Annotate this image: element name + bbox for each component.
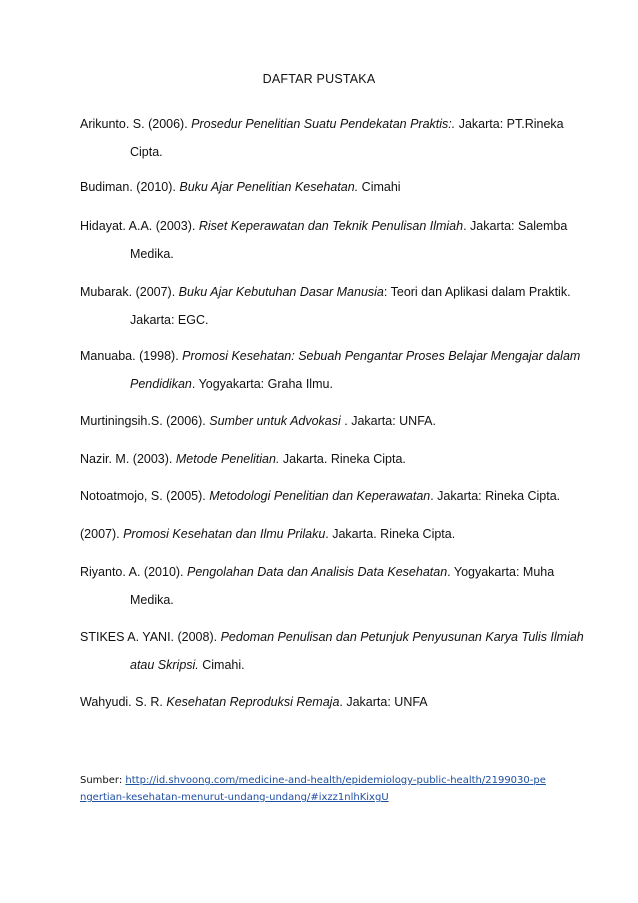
ref-title: Sumber untuk Advokasi <box>209 414 341 428</box>
ref-title: Buku Ajar Kebutuhan Dasar Manusia <box>178 285 384 299</box>
ref-title: Pengolahan Data dan Analisis Data Kesehatan <box>187 565 448 579</box>
ref-author: Budiman. (2010). <box>80 180 180 194</box>
ref-author: Nazir. M. (2003). <box>80 452 176 466</box>
ref-author: Arikunto. S. (2006). <box>80 117 192 131</box>
ref-title: Promosi Kesehatan dan Ilmu Prilaku <box>123 527 326 541</box>
reference-continuation <box>130 146 163 159</box>
reference-continuation <box>130 314 209 327</box>
ref-title: Metodologi Penelitian dan Keperawatan <box>209 489 431 503</box>
reference-entry-manuaba <box>80 350 580 363</box>
page-title: DAFTAR PUSTAKA <box>262 72 376 86</box>
ref-publisher-cont: Jakarta: EGC. <box>130 313 209 327</box>
ref-publisher: Cimahi <box>358 180 401 194</box>
ref-publisher: . Jakarta: UNFA <box>339 695 428 709</box>
source-note <box>80 772 550 806</box>
ref-title: Promosi Kesehatan: Sebuah Pengantar Proses Belajar Mengajar dalam <box>182 349 581 363</box>
reference-entry-riyanto <box>80 566 554 579</box>
reference-continuation <box>130 378 333 391</box>
ref-publisher-cont: Cipta. <box>130 145 163 159</box>
reference-continuation <box>130 248 174 261</box>
reference-entry-hidayat <box>80 220 567 233</box>
ref-author: Notoatmojo, S. (2005). <box>80 489 210 503</box>
ref-publisher: . Jakarta: Salemba <box>463 219 568 233</box>
source-link[interactable]: http://id.shvoong.com/medicine-and-health/epidemiology-public-health/2199030-pengertian-kesehatan-menurut-undang-undang/#ixzz1nlhKixgU <box>80 775 546 803</box>
ref-title: Metode Penelitian. <box>175 452 280 466</box>
reference-entry-notoatmojo-2007 <box>80 528 455 541</box>
ref-author: Murtiningsih.S. (2006). <box>80 414 210 428</box>
ref-author: STIKES A. YANI. (2008). <box>80 630 221 644</box>
ref-publisher-cont: Medika. <box>130 593 174 607</box>
reference-entry-arikunto <box>80 118 564 131</box>
ref-title: Riset Keperawatan dan Teknik Penulisan Ilmiah <box>198 219 464 233</box>
ref-title-cont: Pendidikan <box>130 377 192 391</box>
reference-continuation <box>130 659 245 672</box>
ref-author: (2007). <box>80 527 124 541</box>
ref-title-cont: atau Skripsi. <box>130 658 199 672</box>
ref-publisher-cont: Cimahi. <box>198 658 245 672</box>
ref-title: Buku Ajar Penelitian Kesehatan. <box>179 180 359 194</box>
ref-author: Riyanto. A. (2010). <box>80 565 188 579</box>
ref-title: Kesehatan Reproduksi Remaja <box>166 695 340 709</box>
ref-publisher-cont: . Yogyakarta: Graha Ilmu. <box>191 377 333 391</box>
ref-publisher: Jakarta: PT.Rineka <box>455 117 564 131</box>
ref-title: Pedoman Penulisan dan Petunjuk Penyusunan Karya Tulis Ilmiah <box>220 630 584 644</box>
ref-publisher: . Jakarta: Rineka Cipta. <box>430 489 561 503</box>
ref-publisher: : Teori dan Aplikasi dalam Praktik. <box>383 285 571 299</box>
reference-continuation <box>130 594 174 607</box>
ref-author: Hidayat. A.A. (2003). <box>80 219 199 233</box>
ref-author: Wahyudi. S. R. <box>80 695 167 709</box>
ref-author: Manuaba. (1998). <box>80 349 183 363</box>
reference-entry-wahyudi <box>80 696 428 709</box>
reference-entry-nazir <box>80 453 406 466</box>
ref-publisher: . Yogyakarta: Muha <box>447 565 555 579</box>
reference-entry-budiman <box>80 181 401 194</box>
ref-author: Mubarak. (2007). <box>80 285 179 299</box>
reference-entry-notoatmojo <box>80 490 560 503</box>
reference-entry-mubarak <box>80 286 571 299</box>
reference-entry-murtiningsih <box>80 415 436 428</box>
source-label: Sumber: <box>80 775 126 786</box>
ref-title: Prosedur Penelitian Suatu Pendekatan Praktis:. <box>191 117 456 131</box>
ref-publisher: Jakarta. Rineka Cipta. <box>279 452 406 466</box>
ref-publisher: . Jakarta: UNFA. <box>340 414 436 428</box>
ref-publisher: . Jakarta. Rineka Cipta. <box>325 527 456 541</box>
ref-publisher-cont: Medika. <box>130 247 174 261</box>
reference-entry-stikes <box>80 631 584 644</box>
